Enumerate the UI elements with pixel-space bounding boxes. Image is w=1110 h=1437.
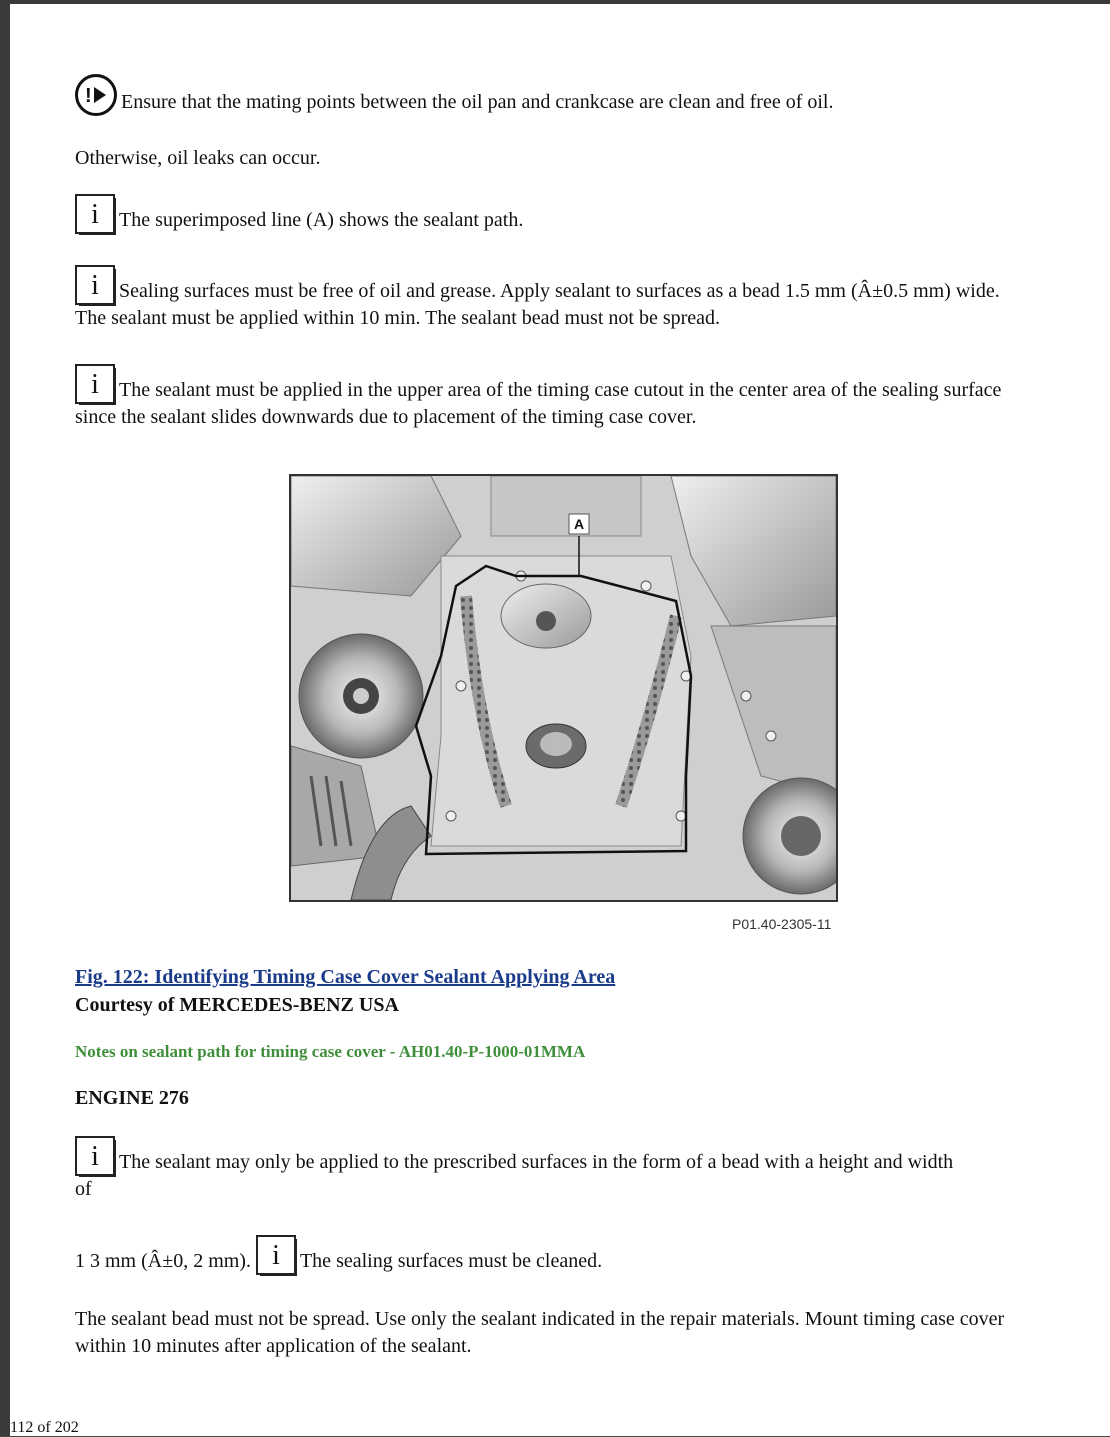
- warning-note: [75, 74, 1035, 116]
- info-note-5: [75, 1235, 1035, 1275]
- info-text-1: The superimposed line (A) shows the sealant path.: [119, 209, 524, 231]
- info-icon: i: [75, 194, 115, 234]
- info-icon: i: [75, 1136, 115, 1176]
- figure-courtesy: Courtesy of MERCEDES-BENZ USA: [75, 994, 399, 1016]
- dimension-text: 1 3 mm (Â±0, 2 mm).: [75, 1250, 251, 1272]
- figure-caption-link[interactable]: Fig. 122: Identifying Timing Case Cover Sealant Applying Area: [75, 966, 616, 988]
- viewer-frame-left: [0, 0, 10, 1436]
- page-indicator: 112 of 202: [10, 1419, 79, 1436]
- info-text-5: The sealing surfaces must be cleaned.: [299, 1250, 603, 1272]
- info-note-1: [75, 194, 1035, 234]
- info-text-4-continued: of: [75, 1178, 92, 1200]
- info-icon: i: [75, 265, 115, 305]
- info-note-3: [75, 364, 1035, 431]
- warning-text: Ensure that the mating points between the oil pan and crankcase are clean and free of oil.: [121, 91, 834, 113]
- svg-text:!: !: [85, 85, 92, 107]
- callout-label-a: A: [573, 516, 585, 532]
- notes-section-link[interactable]: Notes on sealant path for timing case cover - AH01.40-P-1000-01MMA: [75, 1042, 586, 1061]
- info-note-4: [75, 1136, 1035, 1203]
- figure-code: P01.40-2305-11: [732, 916, 832, 932]
- info-text-4: The sealant may only be applied to the prescribed surfaces in the form of a bead with a height and width: [119, 1151, 954, 1173]
- info-text-2: Sealing surfaces must be free of oil and grease. Apply sealant to surfaces as a bead 1.5 mm (Â±0.5 mm) wide. The sealant must be applied within 10 min. The sealant bead must not be spread.: [75, 280, 1000, 329]
- engine-figure: [289, 474, 838, 902]
- info-icon: i: [256, 1235, 296, 1275]
- engine-illustration: [291, 476, 836, 900]
- final-instruction-text: The sealant bead must not be spread. Use only the sealant indicated in the repair materials. Mount timing case cover within 10 minutes after application of the sealant.: [75, 1308, 1005, 1357]
- engine-heading: ENGINE 276: [75, 1087, 189, 1109]
- info-text-3: The sealant must be applied in the upper area of the timing case cutout in the center area of the sealing surface since the sealant slides downwards due to placement of the timing case cover.: [75, 379, 1002, 428]
- info-icon: i: [75, 364, 115, 404]
- info-note-2: [75, 265, 1035, 332]
- caution-icon: [75, 74, 117, 116]
- otherwise-text: Otherwise, oil leaks can occur.: [75, 147, 321, 169]
